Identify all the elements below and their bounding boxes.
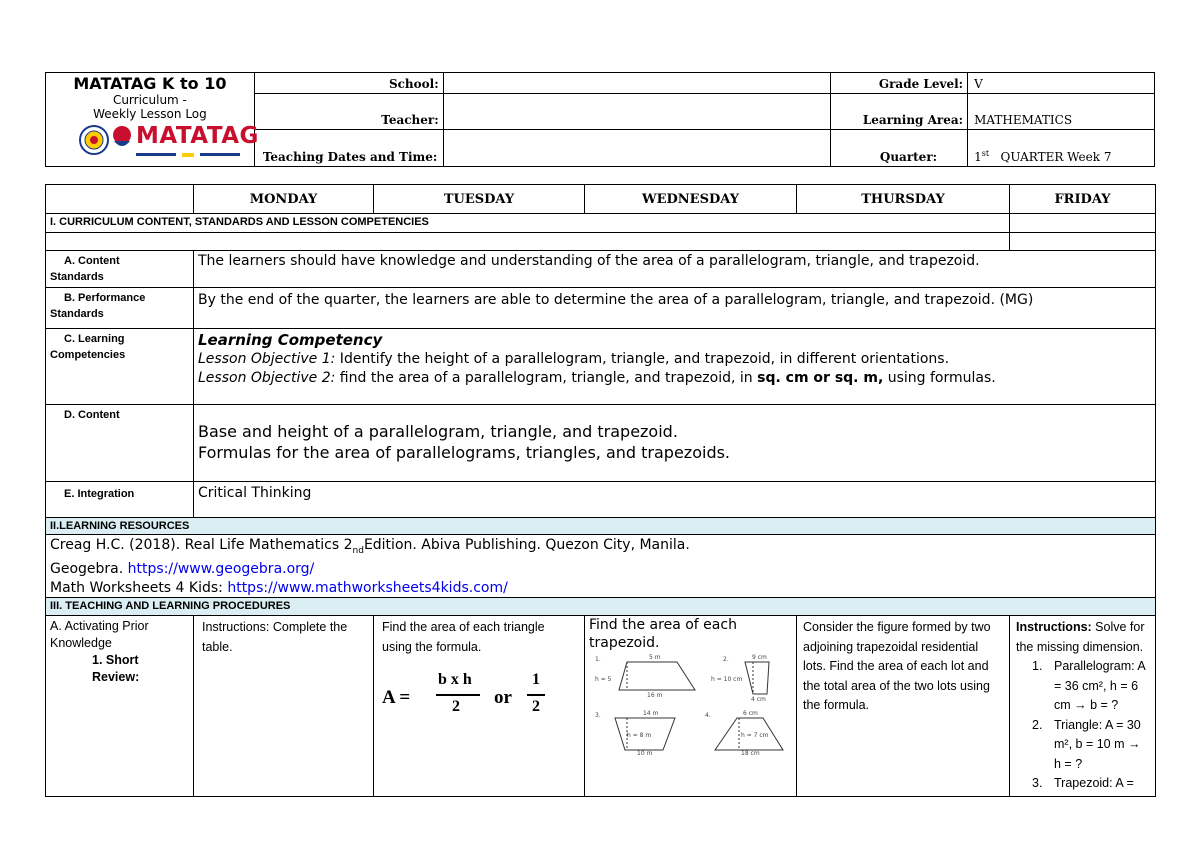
section-procedures-heading: III. TEACHING AND LEARNING PROCEDURES xyxy=(46,598,1156,616)
resource-2-text: Geogebra. xyxy=(50,561,128,578)
learning-area-label: Learning Area: xyxy=(831,94,968,130)
friday-instruction xyxy=(1016,618,1149,657)
friday-instruction-text: Solve for the missing dimension. xyxy=(1016,620,1145,654)
learning-competencies-label-1: C. Learning xyxy=(64,333,125,345)
trapezoid-4-height: h = 7 cm xyxy=(741,732,769,740)
objective-2-label: Lesson Objective 2: xyxy=(198,370,336,386)
day-wednesday: WEDNESDAY xyxy=(585,185,797,214)
mathworksheets-link[interactable]: https://www.mathworksheets4kids.com/ xyxy=(227,579,508,596)
lesson-objective-2 xyxy=(198,369,1151,388)
formula-half-bar xyxy=(527,694,545,696)
procedures-label-3: 1. Short Review: xyxy=(92,653,140,685)
friday-item-1-text: Parallelogram: A = 36 cm², h = 6 cm → b = ? xyxy=(1054,659,1146,713)
trapezoid-3-shape xyxy=(613,716,677,752)
content-label-text: D. Content xyxy=(64,409,120,421)
procedures-label-1: A. Activating Prior xyxy=(50,619,149,634)
integration-label xyxy=(46,482,194,518)
tuesday-procedure xyxy=(374,616,585,797)
trapezoid-3-bottom: 10 m xyxy=(637,750,653,758)
learning-competencies-text xyxy=(194,329,1156,405)
formula-denominator: 2 xyxy=(452,698,460,716)
empty-corner-cell xyxy=(46,185,194,214)
quarter-value[interactable] xyxy=(968,130,1155,167)
trapezoid-2-shape xyxy=(739,660,779,696)
content-label xyxy=(46,405,194,482)
trapezoid-3-number: 3. xyxy=(595,712,601,720)
trapezoid-2-top: 9 cm xyxy=(752,654,767,662)
lesson-objective-1 xyxy=(198,350,1151,369)
quarter-text: QUARTER Week 7 xyxy=(1000,150,1112,164)
matatag-logo xyxy=(46,123,259,163)
logo-title: MATATAG K to 10 xyxy=(73,74,227,93)
performance-standards-label xyxy=(46,288,194,329)
school-value[interactable] xyxy=(443,73,830,94)
quarter-sup: st xyxy=(981,149,990,158)
trapezoid-4-shape xyxy=(713,716,785,752)
competency-heading: Learning Competency xyxy=(198,331,383,349)
logo-word: MATATAG xyxy=(136,123,259,149)
trapezoid-2-height: h = 10 cm xyxy=(711,676,743,684)
friday-item-3-number: 3. xyxy=(1032,776,1043,791)
friday-instruction-label: Instructions: xyxy=(1016,620,1092,635)
content-standards-label-1: A. Content xyxy=(64,255,120,267)
quarter-number: 1 xyxy=(974,150,982,164)
day-monday: MONDAY xyxy=(194,185,374,214)
teacher-label: Teacher: xyxy=(254,94,443,130)
content-standards-label-2: Standards xyxy=(50,271,104,283)
day-tuesday: TUESDAY xyxy=(374,185,585,214)
wednesday-procedure xyxy=(585,616,797,797)
trapezoid-3-top: 14 m xyxy=(643,710,659,718)
school-label: School: xyxy=(254,73,443,94)
trapezoid-1-top: 5 m xyxy=(649,654,661,662)
thursday-procedure: Consider the figure formed by two adjoining trapezoidal residential lots. Find the area of each lot and the total area of the two lots using the formula. xyxy=(797,616,1010,797)
trapezoid-4-number: 4. xyxy=(705,712,711,720)
performance-standards-label-1: B. Performance xyxy=(64,292,146,304)
triangle-formula xyxy=(382,671,576,731)
wednesday-instruction: Find the area of each trapezoid. xyxy=(589,617,737,652)
resource-1-text: Creag H.C. (2018). Real Life Mathematics 2 xyxy=(50,537,353,553)
content-line-1: Base and height of a parallelogram, triangle, and trapezoid. xyxy=(198,422,678,441)
geogebra-link[interactable]: https://www.geogebra.org/ xyxy=(127,561,315,578)
grade-level-label: Grade Level: xyxy=(831,73,968,94)
resources-text xyxy=(46,535,1156,598)
teaching-dates-value[interactable] xyxy=(443,130,830,167)
teacher-value[interactable] xyxy=(443,94,830,130)
resource-3-text: Math Worksheets 4 Kids: xyxy=(50,579,228,596)
logo-subtitle-2: Weekly Lesson Log xyxy=(93,107,207,121)
learning-area-value[interactable]: MATHEMATICS xyxy=(968,94,1155,130)
blank-row-friday xyxy=(1010,233,1156,251)
blank-row xyxy=(46,233,1010,251)
content-standards-label xyxy=(46,251,194,288)
objective-1-text: Identify the height of a parallelogram, triangle, and trapezoid, in different orientations. xyxy=(335,351,950,367)
resource-line-2 xyxy=(50,560,1151,579)
trapezoid-2-number: 2. xyxy=(723,656,729,664)
teaching-dates-label: Teaching Dates and Time: xyxy=(254,130,443,167)
objective-1-label: Lesson Objective 1: xyxy=(198,351,336,367)
resource-1-sub: nd xyxy=(352,545,364,556)
friday-procedure xyxy=(1010,616,1156,797)
trapezoid-figures xyxy=(589,652,792,770)
section-curriculum-heading: I. CURRICULUM CONTENT, STANDARDS AND LESSON COMPETENCIES xyxy=(46,214,1010,233)
logo-subtitle-1: Curriculum - xyxy=(112,93,187,107)
tuesday-instruction: Find the area of each triangle using the formula. xyxy=(382,620,545,654)
formula-a: A = xyxy=(382,687,411,709)
activating-prior-knowledge-label xyxy=(46,616,194,797)
friday-item-2-text: Triangle: A = 30 m², b = 10 m → h = ? xyxy=(1054,717,1141,771)
section-curriculum-friday-cell xyxy=(1010,214,1156,233)
friday-item-3 xyxy=(1016,774,1149,794)
learning-competencies-label xyxy=(46,329,194,405)
formula-half-numerator: 1 xyxy=(532,671,540,689)
performance-standards-label-2: Standards xyxy=(50,308,104,320)
procedures-label-2: Knowledge xyxy=(50,636,112,651)
trapezoid-4-bottom: 18 cm xyxy=(741,750,760,758)
friday-item-2 xyxy=(1016,716,1149,775)
friday-item-2-number: 2. xyxy=(1032,717,1043,732)
formula-half-denominator: 2 xyxy=(532,698,540,716)
trapezoid-2-bottom: 4 cm xyxy=(751,696,766,704)
header-table xyxy=(45,72,1155,167)
trapezoid-3-height: h = 8 m xyxy=(627,732,652,740)
objective-2-text-a: find the area of a parallelogram, triangle, and trapezoid, in xyxy=(335,370,758,386)
content-text xyxy=(194,405,1156,482)
day-friday: FRIDAY xyxy=(1010,185,1156,214)
trapezoid-1-shape xyxy=(617,660,697,692)
formula-numerator: b x h xyxy=(438,671,472,689)
logo-cell xyxy=(46,73,259,167)
resource-line-3 xyxy=(50,579,1151,598)
trapezoid-1-height: h = 5 xyxy=(595,676,612,684)
friday-item-1 xyxy=(1016,657,1149,716)
quarter-label: Quarter: xyxy=(831,130,968,167)
grade-level-value[interactable]: V xyxy=(968,73,1155,94)
lesson-log-table xyxy=(45,184,1156,797)
trapezoid-4-top: 6 cm xyxy=(743,710,758,718)
section-resources-heading: II.LEARNING RESOURCES xyxy=(46,518,1156,535)
content-line-2: Formulas for the area of parallelograms, triangles, and trapezoids. xyxy=(198,443,731,462)
objective-2-text-b: using formulas. xyxy=(883,370,996,386)
day-thursday: THURSDAY xyxy=(797,185,1010,214)
resource-line-1 xyxy=(50,536,1151,560)
performance-standards-text: By the end of the quarter, the learners are able to determine the area of a parallelogram, triangle, and trapezoid. (MG) xyxy=(194,288,1156,329)
content-standards-text: The learners should have knowledge and understanding of the area of a parallelogram, triangle, and trapezoid. xyxy=(194,251,1156,288)
formula-or: or xyxy=(494,687,512,709)
objective-2-bold: sq. cm or sq. m, xyxy=(757,370,884,386)
formula-fraction-bar xyxy=(436,694,480,696)
integration-text: Critical Thinking xyxy=(194,482,1156,518)
friday-item-1-number: 1. xyxy=(1032,659,1043,674)
resource-1-text-b: Edition. Abiva Publishing. Quezon City, Manila. xyxy=(363,537,690,553)
trapezoid-1-number: 1. xyxy=(595,656,601,664)
monday-procedure: Instructions: Complete the table. xyxy=(194,616,374,797)
trapezoid-1-bottom: 16 m xyxy=(647,692,663,700)
learning-competencies-label-2: Competencies xyxy=(50,349,126,361)
integration-label-text: E. Integration xyxy=(64,488,135,500)
friday-item-3-text: Trapezoid: A = xyxy=(1054,776,1134,791)
